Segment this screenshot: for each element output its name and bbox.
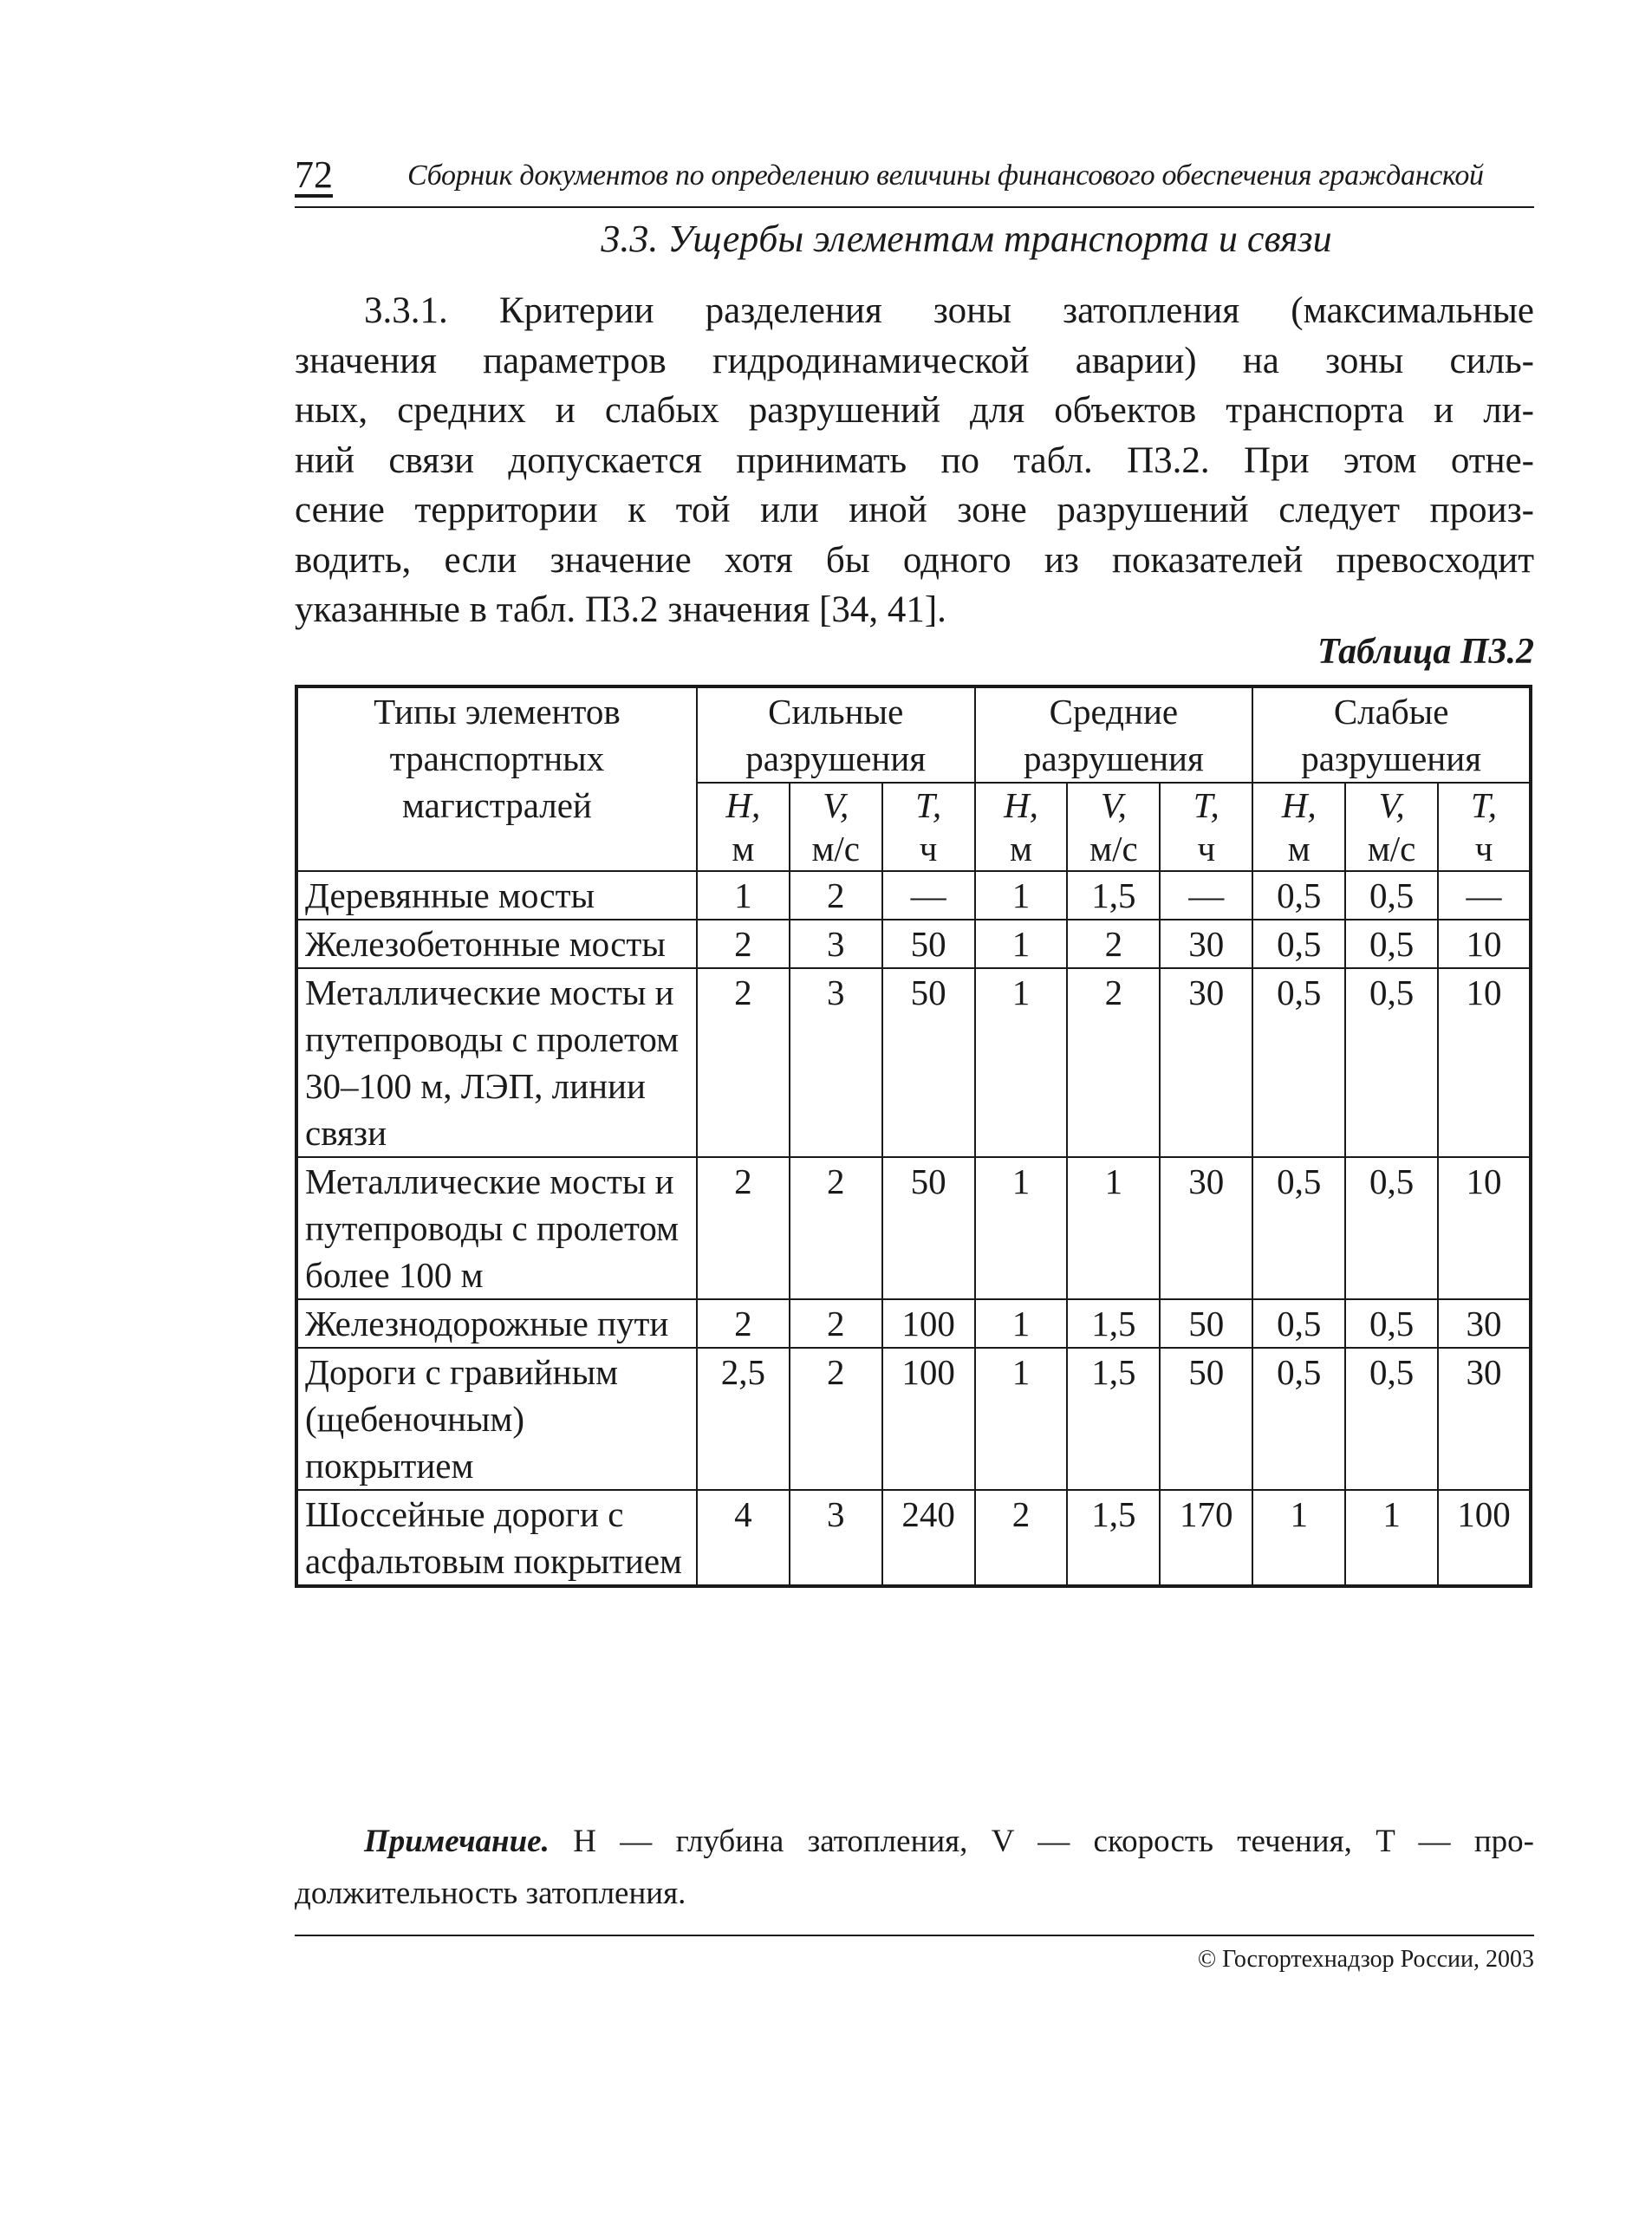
- table-cell-value: 50: [882, 968, 975, 1157]
- subcolumn-symbol: T,: [1471, 785, 1498, 825]
- subcolumn-symbol: V,: [1378, 785, 1405, 825]
- subcolumn-header: [1252, 783, 1345, 871]
- table-cell-value: 170: [1160, 1490, 1252, 1586]
- paragraph-line: значения параметров гидродинамической аварии) на зоны силь-: [295, 340, 1534, 381]
- subcolumn-unit: м/с: [1367, 829, 1416, 868]
- table-cell-value: 30: [1438, 1348, 1531, 1490]
- section-heading: 3.3. Ущербы элементам транспорта и связи: [601, 218, 1332, 260]
- table-cell-value: 2: [790, 1157, 882, 1299]
- table-cell-value: 0,5: [1345, 920, 1438, 968]
- table-cell-value: —: [882, 871, 975, 920]
- table-cell-value: 0,5: [1345, 1348, 1438, 1490]
- table-cell-value: 1: [975, 1299, 1068, 1348]
- table-cell-value: 100: [882, 1348, 975, 1490]
- table-cell-value: 1: [1252, 1490, 1345, 1586]
- table-cell-value: 0,5: [1345, 1157, 1438, 1299]
- table-cell-value: 0,5: [1345, 1299, 1438, 1348]
- table-cell-value: 0,5: [1252, 1299, 1345, 1348]
- table-cell-value: 2: [790, 1299, 882, 1348]
- subcolumn-header: [1067, 783, 1160, 871]
- group-header-severe: Сильные разрушения: [697, 686, 975, 783]
- table-cell-value: 30: [1160, 1157, 1252, 1299]
- row-element-type: Железнодорожные пути: [296, 1299, 697, 1348]
- table-cell-value: 50: [882, 1157, 975, 1299]
- table-cell-value: 30: [1438, 1299, 1531, 1348]
- subcolumn-symbol: T,: [915, 785, 942, 825]
- paragraph-line: сение территории к той или иной зоне разрушений следует произ-: [295, 490, 1534, 530]
- table-cell-value: 2: [697, 920, 790, 968]
- table-caption: Таблица П3.2: [1317, 632, 1534, 672]
- table-cell-value: 1: [975, 968, 1068, 1157]
- paragraph-line: ных, средних и слабых разрушений для объектов транспорта и ли-: [295, 390, 1534, 431]
- table-cell-value: 4: [697, 1490, 790, 1586]
- table-cell-value: 1: [975, 1348, 1068, 1490]
- row-element-type: Шоссейные дороги с асфальтовым покрытием: [296, 1490, 697, 1586]
- table-cell-value: 2,5: [697, 1348, 790, 1490]
- table-cell-value: 2: [790, 1348, 882, 1490]
- table-row: [296, 871, 1531, 920]
- subcolumn-unit: ч: [919, 829, 938, 868]
- table-cell-value: 3: [790, 968, 882, 1157]
- note-text-line: H — глубина затопления, V — скорость течения, T — про-: [549, 1824, 1534, 1859]
- table-cell-value: 0,5: [1252, 1157, 1345, 1299]
- subcolumn-unit: м/с: [1089, 829, 1138, 868]
- document-page: [295, 0, 1534, 2231]
- group-header-weak: Слабые разрушения: [1252, 686, 1531, 783]
- paragraph-line: ний связи допускается принимать по табл. П3.2. При этом отне-: [295, 439, 1534, 481]
- subcolumn-unit: м: [1010, 829, 1032, 868]
- table-row: [296, 1490, 1531, 1586]
- page-number: 72: [295, 153, 333, 196]
- table-cell-value: 0,5: [1252, 968, 1345, 1157]
- table-cell-value: 2: [697, 968, 790, 1157]
- table-cell-value: 10: [1438, 1157, 1531, 1299]
- table-cell-value: 1,5: [1067, 1490, 1160, 1586]
- table-cell-value: —: [1160, 871, 1252, 920]
- table-row: [296, 1157, 1531, 1299]
- table-cell-value: 30: [1160, 968, 1252, 1157]
- table-cell-value: 1: [975, 1157, 1068, 1299]
- table-row: [296, 1299, 1531, 1348]
- paragraph-line: водить, если значение хотя бы одного из показателей превосходит: [295, 539, 1534, 581]
- paragraph-line: 3.3.1. Критерии разделения зоны затопления (максимальные: [364, 290, 1534, 331]
- row-element-type: Дороги с гравийным (щебеночным) покрытием: [296, 1348, 697, 1490]
- table-cell-value: 1: [975, 871, 1068, 920]
- table-cell-value: 50: [1160, 1348, 1252, 1490]
- table-cell-value: 30: [1160, 920, 1252, 968]
- column-header-element-type: Типы элементов транспортных магистралей: [296, 686, 697, 871]
- table-cell-value: 0,5: [1252, 871, 1345, 920]
- subcolumn-symbol: H,: [1281, 785, 1317, 825]
- subcolumn-symbol: H,: [1004, 785, 1038, 825]
- table-row: [296, 920, 1531, 968]
- table-cell-value: 2: [790, 871, 882, 920]
- table-cell-value: —: [1438, 871, 1531, 920]
- subcolumn-unit: м: [732, 829, 755, 868]
- table-cell-value: 2: [697, 1299, 790, 1348]
- table-cell-value: 3: [790, 1490, 882, 1586]
- table-cell-value: 1: [1067, 1157, 1160, 1299]
- table-cell-value: 2: [1067, 968, 1160, 1157]
- table-cell-value: 1: [697, 871, 790, 920]
- row-element-type: Деревянные мосты: [296, 871, 697, 920]
- subcolumn-symbol: V,: [823, 785, 849, 825]
- subcolumn-unit: м: [1287, 829, 1311, 868]
- table-cell-value: 1: [975, 920, 1068, 968]
- subcolumn-symbol: H,: [725, 785, 761, 825]
- table-cell-value: 100: [1438, 1490, 1531, 1586]
- subcolumn-header: [790, 783, 882, 871]
- table-cell-value: 50: [1160, 1299, 1252, 1348]
- table-cell-value: 1: [1345, 1490, 1438, 1586]
- damage-criteria-table: [295, 685, 1532, 1588]
- table-cell-value: 0,5: [1252, 1348, 1345, 1490]
- table-cell-value: 240: [882, 1490, 975, 1586]
- table-cell-value: 100: [882, 1299, 975, 1348]
- table-header-row: [296, 686, 1531, 783]
- subcolumn-unit: ч: [1197, 829, 1216, 868]
- subcolumn-header: [882, 783, 975, 871]
- subcolumn-symbol: T,: [1193, 785, 1219, 825]
- table-cell-value: 3: [790, 920, 882, 968]
- note-text-line: должительность затопления.: [295, 1876, 686, 1911]
- row-element-type: Железобетонные мосты: [296, 920, 697, 968]
- group-header-medium: Средние разрушения: [975, 686, 1253, 783]
- running-header: [295, 146, 1534, 208]
- subcolumn-header: [1160, 783, 1252, 871]
- table-note: [295, 1816, 1534, 1920]
- table-cell-value: 0,5: [1345, 871, 1438, 920]
- note-label: Примечание.: [364, 1824, 550, 1859]
- table-cell-value: 0,5: [1345, 968, 1438, 1157]
- running-title: Сборник документов по определению величины финансового обеспечения гражданской: [407, 159, 1484, 192]
- table-row: [296, 968, 1531, 1157]
- table-cell-value: 1,5: [1067, 1348, 1160, 1490]
- subcolumn-header: [1438, 783, 1531, 871]
- subcolumn-unit: ч: [1474, 829, 1493, 868]
- table-cell-value: 10: [1438, 968, 1531, 1157]
- table-cell-value: 0,5: [1252, 920, 1345, 968]
- table-cell-value: 2: [975, 1490, 1068, 1586]
- footer-copyright: © Госгортехнадзор России, 2003: [1197, 1946, 1534, 1973]
- body-paragraph: [295, 286, 1534, 635]
- subcolumn-header: [1345, 783, 1438, 871]
- subcolumn-symbol: V,: [1100, 785, 1127, 825]
- subcolumn-unit: м/с: [811, 829, 860, 868]
- table-cell-value: 50: [882, 920, 975, 968]
- table-cell-value: 2: [1067, 920, 1160, 968]
- table-cell-value: 1,5: [1067, 1299, 1160, 1348]
- table-cell-value: 2: [697, 1157, 790, 1299]
- row-element-type: Металлические мосты и путепроводы с пролетом более 100 м: [296, 1157, 697, 1299]
- subcolumn-header: [975, 783, 1068, 871]
- subcolumn-header: [697, 783, 790, 871]
- paragraph-line: указанные в табл. П3.2 значения [34, 41].: [295, 589, 946, 630]
- table-cell-value: 10: [1438, 920, 1531, 968]
- table-row: [296, 1348, 1531, 1490]
- table-cell-value: 1,5: [1067, 871, 1160, 920]
- row-element-type: Металлические мосты и путепроводы с пролетом 30–100 м, ЛЭП, линии связи: [296, 968, 697, 1157]
- footer-divider: [295, 1935, 1534, 1936]
